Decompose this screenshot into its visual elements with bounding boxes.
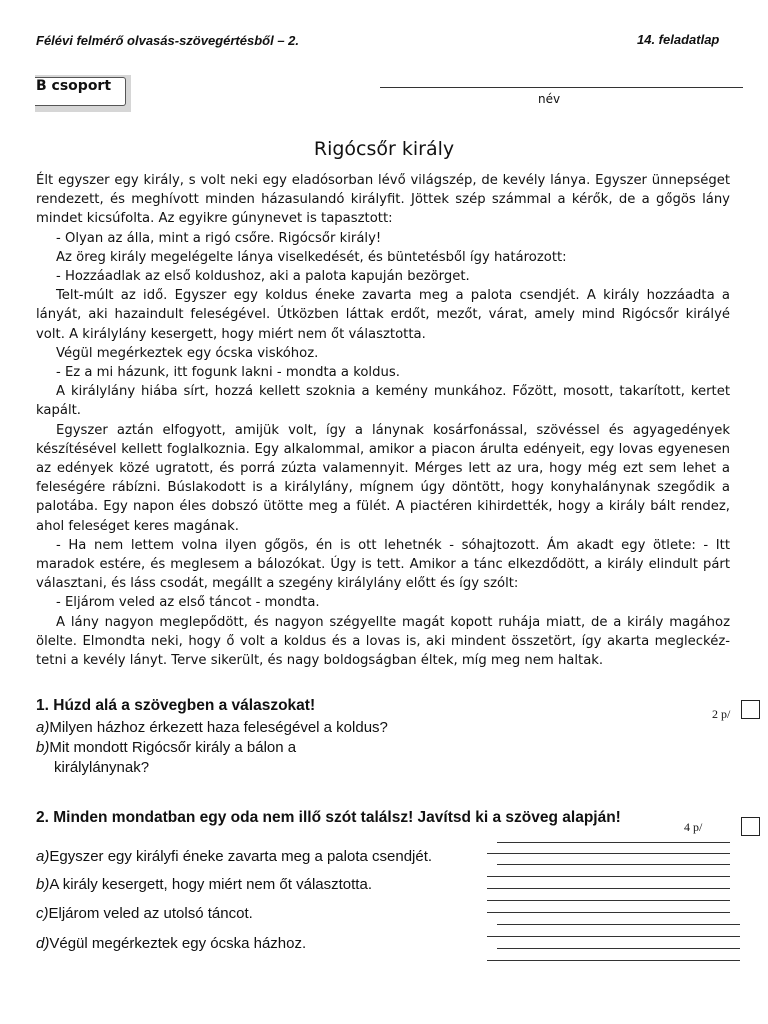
question-1-text: Húzd alá a szövegben a válaszokat! [53,697,316,714]
story-text [36,171,730,670]
question-1-number: 1. [36,697,49,714]
story-paragraph: Élt egyszer egy király, s volt neki egy eladósorban lévő világszép, de kevély lánya. Egyszer ünnepséget rendezett, és meghívott minden házasulandó királyfit. Jöttek szép számmal a kérők, de a gőgös lány mindet kicsúfolta. Az egyikre gúnynevet is tapasztott: [36,173,730,227]
question-2-points: 4 p/ [684,820,703,834]
item-text: A király kesergett, hogy miért nem őt választotta. [49,876,372,893]
answer-line[interactable] [487,853,730,854]
answer-line[interactable] [487,876,730,877]
story-paragraph: - Eljárom veled az első táncot - mondta. [56,595,320,611]
answer-line[interactable] [497,948,740,949]
question-2-number: 2. [36,809,49,826]
answer-line[interactable] [487,888,730,889]
item-letter: b) [36,876,50,893]
item-letter: d) [36,935,50,952]
item-text: Egyszer egy királyfi éneke zavarta meg a palota csendjét. [49,848,433,865]
item-letter: a) [36,719,50,736]
item-text: Végül megérkeztek egy ócska házhoz. [49,935,307,952]
question-2-item-c [36,904,253,924]
question-1-item-a [36,718,388,738]
answer-line[interactable] [487,900,730,901]
name-label: név [538,92,561,106]
story-paragraph: Végül megérkeztek egy ócska viskóhoz. [56,345,319,361]
story-paragraph: - Ha nem lettem volna ilyen gőgös, én is ott lehetnék - sóhajtozott. Ám akadt egy ötlete: - Itt maradok estére, és meglesem a bálozókat. Úgy is tett. Amikor a tánc elkezdődött, a király elindult párt választani, és láss csodát, megállt a szegény királylány előtt és így szólt: [36,537,730,592]
question-1-item-b [36,738,296,758]
story-paragraph: Telt-múlt az idő. Egyszer egy koldus éneke zavarta meg a palota csendjét. A király hozzáadta a lányát, aki hazaindult feleségével. Útközben láttak erdőt, mezőt, várat, amely mind Rigócsőr királyé volt. A királylány kesergett, hogy miért nem őt választotta. [36,288,730,342]
question-1-item-b-cont: királylánynak? [54,759,150,776]
answer-line[interactable] [487,960,740,961]
item-letter: c) [36,905,49,922]
question-2-text: Minden mondatban egy oda nem illő szót találsz! Javítsd ki a szöveg alapján! [53,809,621,826]
story-paragraph: A királylány hiába sírt, hozzá kellett szoknia a kemény munkához. Főzött, mosott, takarított, kertet kapált. [36,384,730,419]
answer-line[interactable] [497,842,730,843]
story-paragraph: Az öreg király megelégelte lánya viselkedését, és büntetésből így határozott: [56,249,567,265]
question-2-item-d [36,934,306,954]
name-line[interactable] [380,87,743,88]
item-letter: b) [36,739,50,756]
story-paragraph: A lány nagyon meglepődött, és nagyon szégyellte magát kopott ruhája miatt, de a király magához ölelte. Elmondta neki, hogy ő volt a koldus és a lovas is, aki mindent összetört, így akarta megleckéz- tetni a kevély lányt. Terve sikerült, és nagy boldogságban éltek, míg meg nem haltak. [36,614,730,669]
story-paragraph: - Olyan az álla, mint a rigó csőre. Rigócsőr király! [56,230,382,246]
question-2-heading [36,809,621,827]
story-paragraph: Egyszer aztán elfogyott, amijük volt, így a lánynak kosárfonással, szövéssel és agyagedények készítésével kellett foglalkoznia. Egy alkalommal, amikor a piacon árulta edényeit, egy lovas egyenesen az edények közé ugratott, és porrá zúzta valamennyit. Mérges lett az ura, hogy még ezt sem lehet a feleségére rábízni. Búslakodott is a királylány, mígnem úgy döntött, hogy konyhalánynak szegődik a palotába. Egy napon éles dobszó ütötte meg a fülét. A piactéren kihirdették, hogy a király bált rendez, ahol feleséget keres magának. [36,422,730,534]
question-2-item-b [36,875,372,895]
question-1-points: 2 p/ [712,707,731,721]
item-text: Mit mondott Rigócsőr király a bálon a [49,739,297,756]
item-letter: a) [36,848,50,865]
answer-line[interactable] [487,912,730,913]
group-label: B csoport [35,77,126,106]
item-text: Milyen házhoz érkezett haza feleségével a koldus? [49,719,388,736]
answer-line[interactable] [497,864,730,865]
question-2-item-a [36,847,432,867]
worksheet-subject: Félévi felmérő olvasás-szövegértésből – 2. [36,33,300,48]
answer-line[interactable] [497,924,740,925]
item-text: Eljárom veled az utolsó táncot. [48,905,253,922]
question-1-score-box[interactable] [741,700,760,719]
answer-line[interactable] [487,936,740,937]
question-2-score-box[interactable] [741,817,760,836]
story-paragraph: - Ez a mi házunk, itt fogunk lakni - mondta a koldus. [56,365,400,381]
question-1-heading [36,697,315,715]
story-paragraph: - Hozzáadlak az első koldushoz, aki a palota kapuján bezörget. [56,269,470,285]
story-title: Rigócsőr király [313,138,455,160]
worksheet-number: 14. feladatlap [637,32,720,47]
group-box [35,75,131,112]
